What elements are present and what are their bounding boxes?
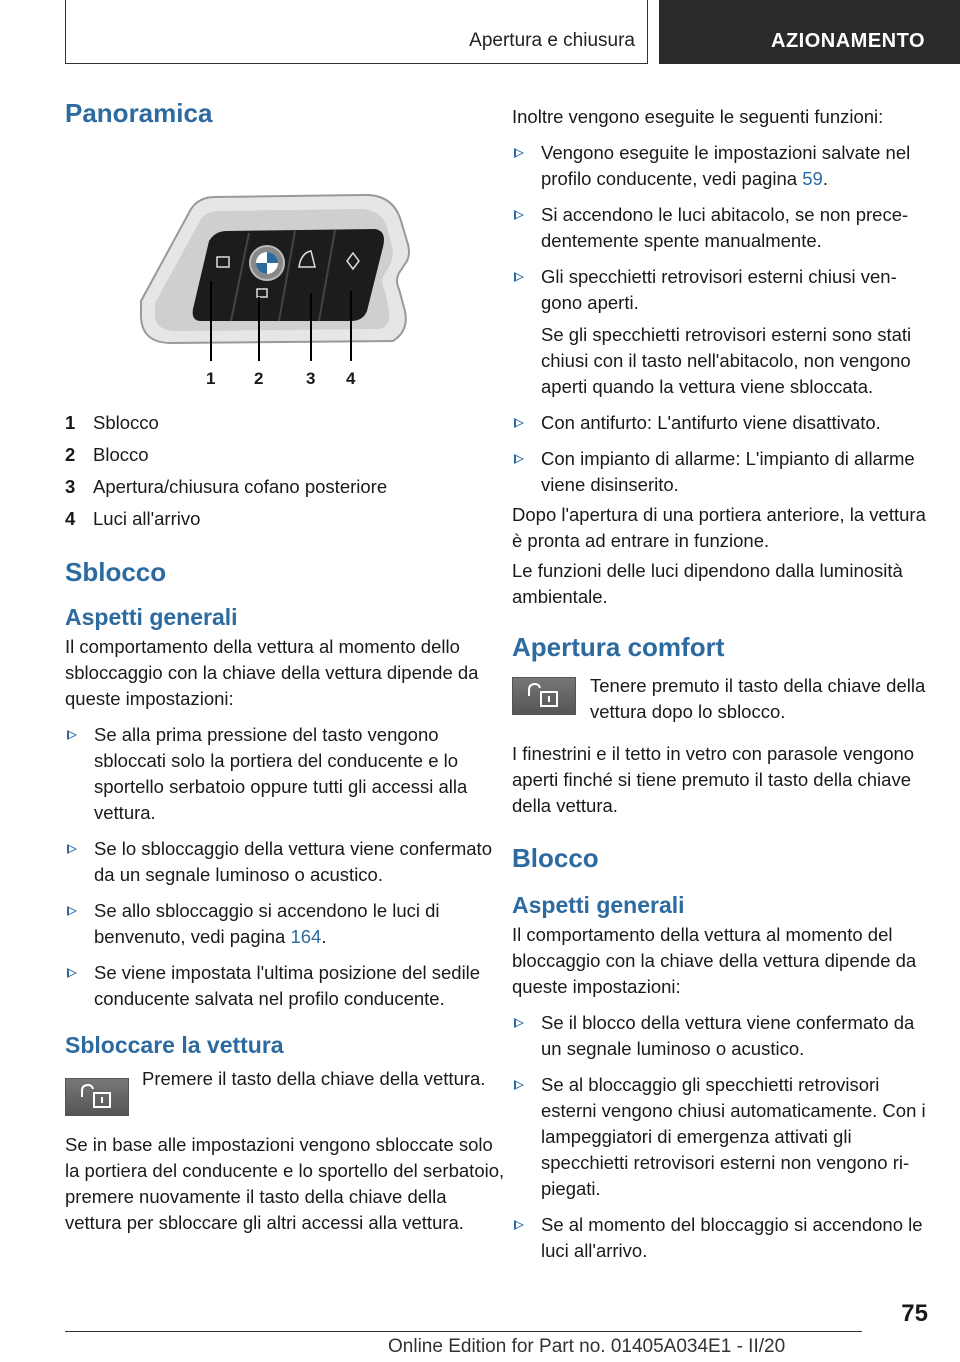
footer-edition: Online Edition for Part no. 01405A034E1 - II/20 xyxy=(388,1336,786,1357)
unlock-button-icon xyxy=(512,677,576,715)
sblocco-heading: Sblocco xyxy=(65,557,167,588)
page-link-59[interactable]: 59 xyxy=(802,168,823,189)
footer-divider xyxy=(65,1331,862,1332)
aspetti-generali-heading: Aspetti generali xyxy=(65,604,238,631)
list-item: Se alla prima pressione del tasto vengono sbloccati solo la portiera del conducente e lo sportello serbatoio oppure tutti gli accessi alla vettura. xyxy=(65,722,505,826)
comfort-paragraph: I finestrini e il tetto in vetro con parasole vengono aperti finché si tiene premuto il tasto della chiave della vettura. xyxy=(512,743,915,817)
header-chapter-title: AZIONAMENTO xyxy=(771,30,926,52)
list-item: Se il blocco della vettura viene confermato da un segnale luminoso o acustico. xyxy=(512,1010,928,1062)
comfort-text: Tenere premuto il tasto della chiave della vettura dopo lo sblocco. xyxy=(590,675,926,723)
sbloccare-instruction xyxy=(65,1066,505,1120)
list-item: Se al momento del bloccaggio si accendono le luci all'arrivo. xyxy=(512,1212,928,1264)
list-item: Si accendono le luci abitacolo, se non precedentemente spente manualmente. xyxy=(512,202,928,254)
comfort-instruction xyxy=(512,673,928,727)
blocco-heading: Blocco xyxy=(512,843,599,874)
sbloccare-text: Premere il tasto della chiave della vettura. xyxy=(142,1067,486,1089)
key-label-3: 3 xyxy=(306,369,316,389)
lights-paragraph: Le funzioni delle luci dipendono dalla luminosità ambientale. xyxy=(512,560,903,607)
aspetti-generali-text: Il comportamento della vettura al momento dello sbloccaggio con la chiave della vettura dipende da queste impostazioni: xyxy=(65,635,479,709)
list-item: Con antifurto: L'antifurto viene disattivato. xyxy=(512,410,928,436)
list-item: 2 Blocco xyxy=(65,444,149,466)
key-legend-list xyxy=(65,407,505,535)
list-item: Se allo sbloccaggio si accendono le luci di benvenuto, vedi pagina 164. xyxy=(65,898,505,950)
key-label-2: 2 xyxy=(254,369,264,389)
mirror-note: Se gli specchietti retrovisori esterni sono stati chiusi con il tasto nell'abitacolo, non vengono aperti quando la vettura viene sbloccata. xyxy=(541,324,912,397)
panoramica-heading: Panoramica xyxy=(65,98,213,128)
header-chapter-box xyxy=(659,0,960,64)
header-section-box xyxy=(65,0,648,64)
blocco-settings-list xyxy=(512,1010,928,1264)
key-illustration-area xyxy=(65,131,505,387)
list-item: Se lo sbloccaggio della vettura viene confermato da un segnale luminoso o acustico. xyxy=(65,836,505,888)
ready-paragraph: Dopo l'apertura di una portiera anteriore, la vettura è pronta ad entrare in funzione. xyxy=(512,504,926,551)
sblocco-settings-list xyxy=(65,722,505,1012)
sbloccare-paragraph: Se in base alle impostazioni vengono sbloccate solo la portiera del conducente e lo sportello del serbatoio, premere nuovamente il tasto della chiave della vettura per sbloccare gli altri accessi alla vettura. xyxy=(65,1133,505,1233)
list-item: Gli specchietti retrovisori esterni chiusi vengono aperti. Se gli specchietti retrovisori esterni sono stati chiusi con il tasto nell'abitacolo, non vengono aperti quando la vettura viene sbloccata. xyxy=(512,264,928,400)
list-item: Con impianto di allarme: L'impianto di allarme viene disinserito. xyxy=(512,446,928,498)
list-item: 1 Sblocco xyxy=(65,412,159,434)
functions-list xyxy=(512,140,928,498)
list-item: Se viene impostata l'ultima posizione del sedile conducente salvata nel profilo conducente. xyxy=(65,960,505,1012)
functions-intro: Inoltre vengono eseguite le seguenti funzioni: xyxy=(512,106,884,127)
sbloccare-heading: Sbloccare la vettura xyxy=(65,1031,284,1058)
right-column xyxy=(512,104,928,1264)
page-link-164[interactable]: 164 xyxy=(290,925,322,947)
apertura-comfort-heading: Apertura comfort xyxy=(512,632,725,662)
page-number: 75 xyxy=(901,1300,928,1327)
car-key-illustration xyxy=(131,181,431,381)
list-item: 4 Luci all'arrivo xyxy=(65,508,201,530)
aspetti-generali-text-2: Il comportamento della vettura al momento del bloccaggio con la chiave della vettura dipende da queste impostazioni: xyxy=(512,923,917,997)
key-label-4: 4 xyxy=(346,369,356,389)
list-item: Vengono eseguite le impostazioni salvate nel profilo conducente, vedi pagina 59. xyxy=(512,140,928,192)
header-section-title: Apertura e chiusura xyxy=(469,30,635,51)
key-label-1: 1 xyxy=(206,369,216,389)
aspetti-generali-heading-2: Aspetti generali xyxy=(512,892,685,919)
unlock-button-icon xyxy=(65,1078,129,1116)
list-item: Se al bloccaggio gli specchietti retrovisori esterni vengono chiusi automaticamente. Con i lampeggiatori di emergenza attivati gli specchietti retrovisori esterni non vengono ripiegati. xyxy=(512,1072,928,1202)
list-item: 3 Apertura/chiusura cofano posteriore xyxy=(65,476,388,498)
left-column xyxy=(65,98,505,1236)
